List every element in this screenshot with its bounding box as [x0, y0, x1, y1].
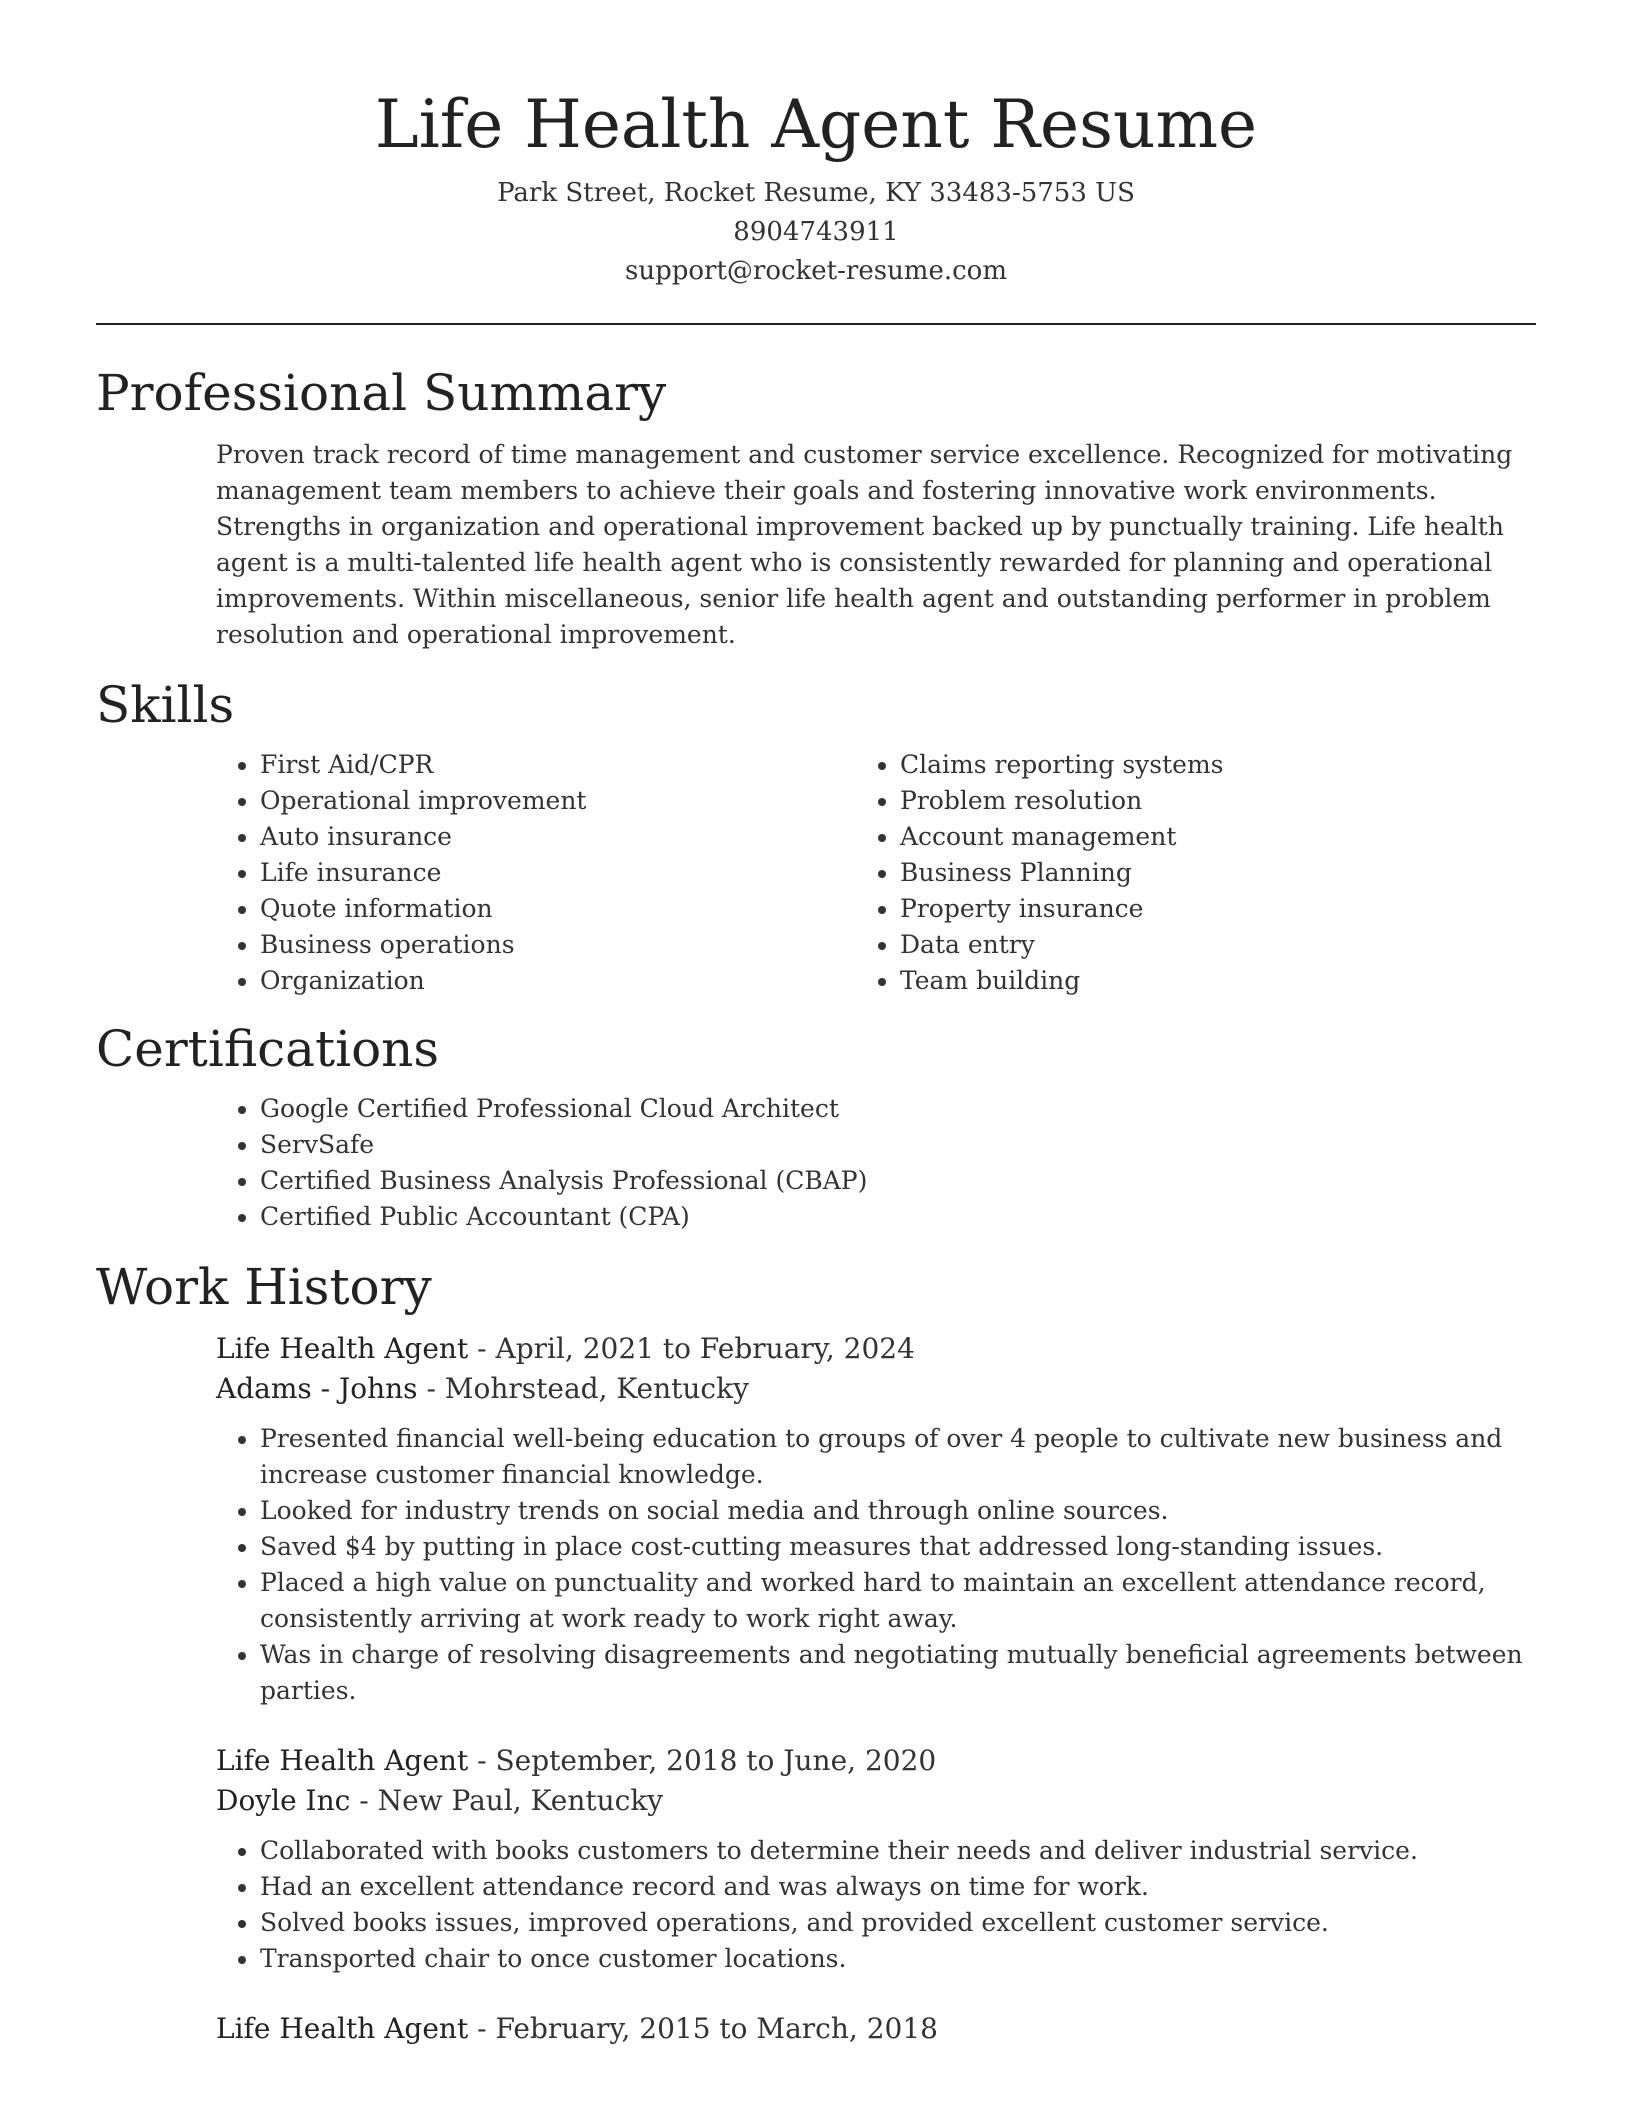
job-duty: • Saved $4 by putting in place cost-cutting measures that addressed long-standing issues.	[260, 1529, 1536, 1565]
job-dates: - February, 2015 to March, 2018	[468, 2012, 938, 2045]
job-title-line	[216, 1329, 1536, 1369]
skill-item: • Business operations	[260, 927, 746, 963]
contact-phone: 8904743911	[733, 217, 899, 247]
skill-item: • Life insurance	[260, 855, 746, 891]
certification-item: • ServSafe	[260, 1127, 1536, 1163]
job-duty: • Presented financial well-being education to groups of over 4 people to cultivate new business and increase customer financial knowledge.	[260, 1421, 1536, 1493]
job-company-line	[216, 1781, 1536, 1821]
skill-item: • Problem resolution	[900, 783, 1460, 819]
job-dates: - April, 2021 to February, 2024	[468, 1332, 915, 1365]
job-duty: • Placed a high value on punctuality and worked hard to maintain an excellent attendance record, consistently arriving at work ready to work right away.	[260, 1565, 1536, 1637]
skill-item: • Business Planning	[900, 855, 1460, 891]
job-title: Life Health Agent	[216, 1332, 469, 1365]
job-dates: - September, 2018 to June, 2020	[468, 1744, 937, 1777]
header-divider	[96, 323, 1536, 325]
work-history-heading: Work History	[96, 1258, 432, 1316]
certification-item: • Certified Public Accountant (CPA)	[260, 1199, 1536, 1235]
job-title: Life Health Agent	[216, 2012, 469, 2045]
skill-item: • Team building	[900, 963, 1460, 999]
certification-item: • Google Certified Professional Cloud Architect	[260, 1091, 1536, 1127]
skill-item: • Organization	[260, 963, 746, 999]
job-title-line	[216, 2009, 1536, 2049]
certifications-list	[96, 1091, 1536, 1235]
skill-item: • First Aid/CPR	[260, 747, 746, 783]
job-location: - Mohrstead, Kentucky	[417, 1372, 749, 1405]
job-duties	[216, 1421, 1536, 1709]
summary-heading: Professional Summary	[96, 364, 667, 422]
skills-column-right	[746, 747, 1460, 999]
skill-item: • Quote information	[260, 891, 746, 927]
skill-item: • Property insurance	[900, 891, 1460, 927]
job-company-line	[216, 1369, 1536, 1409]
job-duty: • Collaborated with books customers to determine their needs and deliver industrial service.	[260, 1833, 1536, 1869]
job-company: Doyle Inc	[216, 1784, 351, 1817]
contact-address: Park Street, Rocket Resume, KY 33483-5753 US	[497, 178, 1135, 208]
job-entry	[216, 1329, 1536, 1709]
job-entry	[216, 1741, 1536, 1977]
certification-item: • Certified Business Analysis Professional (CBAP)	[260, 1163, 1536, 1199]
skill-item: • Operational improvement	[260, 783, 746, 819]
skill-item: • Data entry	[900, 927, 1460, 963]
job-location: - New Paul, Kentucky	[350, 1784, 664, 1817]
job-title: Life Health Agent	[216, 1744, 469, 1777]
job-duty: • Solved books issues, improved operations, and provided excellent customer service.	[260, 1905, 1536, 1941]
contact-email: support@rocket-resume.com	[624, 256, 1007, 286]
job-duty: • Was in charge of resolving disagreements and negotiating mutually beneficial agreements between parties.	[260, 1637, 1536, 1709]
job-duty: • Had an excellent attendance record and was always on time for work.	[260, 1869, 1536, 1905]
resume-title: Life Health Agent Resume	[374, 86, 1258, 163]
skills-column-left	[96, 747, 746, 999]
skills-heading: Skills	[96, 676, 235, 734]
skills-grid	[96, 747, 1536, 999]
skill-item: • Account management	[900, 819, 1460, 855]
job-duty: • Looked for industry trends on social media and through online sources.	[260, 1493, 1536, 1529]
summary-text: Proven track record of time management and customer service excellence. Recognized for motivating management team members to achieve their goals and fostering innovative work environments. Strengths in organization and operational improvement backed up by punctually training. Life health agent is a multi-talented life health agent who is consistently rewarded for planning and operational improvements. Within miscellaneous, senior life health agent and outstanding performer in problem resolution and operational improvement.	[216, 440, 1513, 649]
job-title-line	[216, 1741, 1536, 1781]
resume-header	[96, 0, 1536, 291]
job-entry	[216, 2009, 1536, 2049]
job-duties	[216, 1833, 1536, 1977]
certifications-heading: Certifications	[96, 1020, 440, 1078]
resume-page	[96, 0, 1536, 2049]
job-duty: • Transported chair to once customer locations.	[260, 1941, 1536, 1977]
job-company: Adams - Johns	[216, 1372, 418, 1405]
skill-item: • Auto insurance	[260, 819, 746, 855]
skill-item: • Claims reporting systems	[900, 747, 1460, 783]
